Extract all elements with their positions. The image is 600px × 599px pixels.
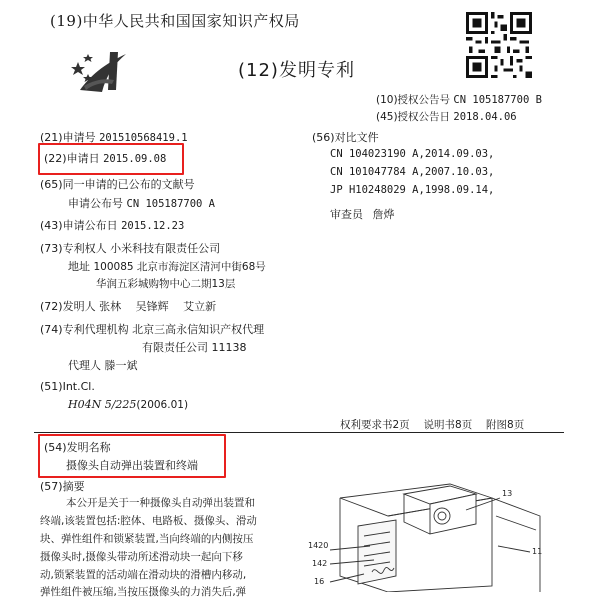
patent-drawing <box>300 476 576 592</box>
filing-date-row <box>44 150 166 166</box>
reference-item: CN 101047784 A,2007.10.03, <box>330 166 495 178</box>
patentee-row <box>40 240 220 256</box>
qr-code-icon <box>466 12 532 78</box>
references-label: (56)对比文件 <box>312 131 379 144</box>
application-number: 201510568419.1 <box>99 132 188 144</box>
application-publication-date-label: (43)申请公布日 <box>40 219 118 232</box>
page-counts: 权利要求书2页 说明书8页 附图8页 <box>340 419 525 431</box>
application-publication-row <box>68 195 215 211</box>
application-number-label: (21)申请号 <box>40 131 96 144</box>
section-divider <box>34 432 564 433</box>
address-line-1: 100085 北京市海淀区清河中街68号 <box>93 261 266 273</box>
application-publication-date: 2015.12.23 <box>121 220 185 232</box>
figure-label-13: 13 <box>502 489 513 498</box>
inventors-row <box>40 298 216 314</box>
figure-label-11: 11 <box>532 547 543 556</box>
examiner-row <box>330 206 395 222</box>
agent-row <box>68 357 138 373</box>
address-line-2: 华润五彩城购物中心二期13层 <box>96 278 236 290</box>
patentee-label: (73)专利权人 <box>40 242 107 255</box>
application-publication-number: CN 105187700 A <box>126 198 216 210</box>
document-type: (12)发明专利 <box>238 60 355 81</box>
intcl-date: (2006.01) <box>136 399 189 411</box>
reference-item: CN 104023190 A,2014.09.03, <box>330 148 495 160</box>
abstract-line: 弹性组件被压缩,当按压摄像头的力消失后,弹 <box>40 586 247 598</box>
intcl-label: (51)Int.Cl. <box>40 380 95 393</box>
application-publication-label: 申请公布号 <box>68 197 123 210</box>
figure-label-1420: 1420 <box>308 541 329 550</box>
inventors-label: (72)发明人 <box>40 300 96 313</box>
filing-date: 2015.09.08 <box>103 153 167 165</box>
invention-title: 摄像头自动弹出装置和终端 <box>66 459 198 472</box>
patentee: 小米科技有限责任公司 <box>110 242 221 255</box>
figure-label-16: 16 <box>314 577 325 586</box>
grant-date-label: (45)授权公告日 <box>376 111 451 123</box>
agency-row <box>40 321 264 337</box>
abstract-line: 动,锁紧装置的活动端在滑动块的滑槽内移动, <box>40 569 247 581</box>
agency-label: (74)专利代理机构 <box>40 323 129 336</box>
agency-line-1: 北京三高永信知识产权代理 <box>132 323 265 336</box>
agency-line-2: 有限责任公司 11138 <box>142 341 247 354</box>
grant-number-row <box>376 92 542 107</box>
agent-label: 代理人 <box>68 359 101 372</box>
examiner-label: 审查员 <box>330 208 363 221</box>
abstract-line: 摄像头时,摄像头带动所述滑动块一起向下移 <box>40 551 243 563</box>
abstract-line: 终端,该装置包括:腔体、电路板、摄像头、滑动 <box>40 515 257 527</box>
prior-publication-label: (65)同一申请的已公布的文献号 <box>40 178 195 191</box>
grant-number: CN 105187700 B <box>453 94 542 106</box>
application-publication-date-row <box>40 217 184 233</box>
filing-date-label: (22)申请日 <box>44 152 100 165</box>
figure-label-142: 142 <box>312 559 328 568</box>
address-row <box>68 258 266 274</box>
abstract-label: (57)摘要 <box>40 480 85 493</box>
grant-number-label: (10)授权公告号 <box>376 94 451 106</box>
examiner: 詹烨 <box>372 208 395 221</box>
reference-item: JP H10248029 A,1998.09.14, <box>330 184 495 196</box>
leader-11 <box>498 546 530 552</box>
office-name: (19)中华人民共和国国家知识产权局 <box>50 12 300 30</box>
agent: 滕一斌 <box>104 359 138 372</box>
title-label: (54)发明名称 <box>44 441 111 454</box>
grant-date-row <box>376 109 517 124</box>
intcl-row <box>68 398 188 411</box>
abstract-line: 块、弹性组件和锁紧装置,当向终端的内侧按压 <box>40 533 254 545</box>
inventors: 张林 吴锋辉 艾立新 <box>99 300 217 313</box>
intcl-code: H04N 5/225 <box>68 398 137 411</box>
grant-date: 2018.04.06 <box>453 111 517 123</box>
abstract-line: 本公开是关于一种摄像头自动弹出装置和 <box>66 497 255 509</box>
cnipa-logo-icon <box>70 46 136 98</box>
address-label: 地址 <box>68 260 90 273</box>
